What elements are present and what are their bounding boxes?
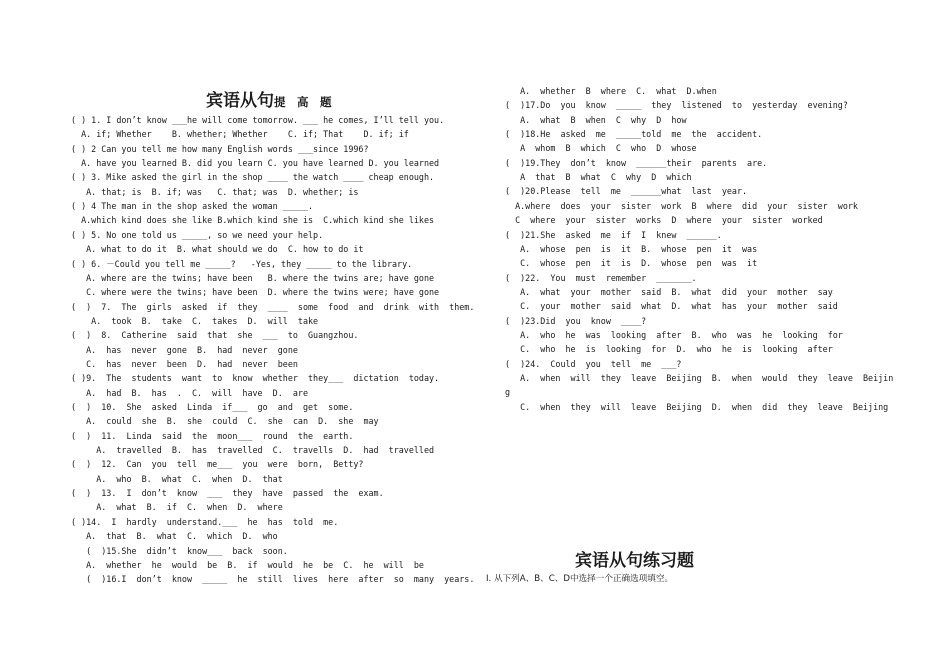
question-line: A. that; is B. if; was C. that; was D. whether; is (71, 186, 359, 197)
question-line: ( )22. You must remember _______. (505, 272, 697, 283)
question-line: ( )9. The students want to know whether they___ dictation today. (71, 373, 440, 384)
question-line: ( ) 11. Linda said the moon___ round the earth. (71, 430, 354, 441)
question-line: A. had B. has . C. will have D. are (71, 387, 308, 398)
question-line: A.which kind does she like B.which kind she is C.which kind she likes (71, 215, 435, 226)
question-line: A. where are the twins; have been B. where the twins are; have gone (71, 272, 435, 283)
question-line: A whom B which C who D whose (505, 143, 697, 154)
question-line: C. whose pen it is D. whose pen was it (505, 258, 758, 269)
question-line: ( ) 7. The girls asked if they ____ some food and drink with them. (71, 301, 475, 312)
question-line: A. could she B. she could C. she can D. she may (71, 416, 379, 427)
question-line: ( )15.She didn’t know___ back soon. (71, 545, 288, 556)
question-line: ( ) 5. No one told us _____, so we need your help. (71, 229, 324, 240)
question-line: ( ) 8. Catherine said that she ___ to Guangzhou. (71, 330, 359, 341)
question-line: C. when they will leave Beijing D. when did they leave Beijing (505, 401, 889, 412)
question-line: ( )23.Did you know ____? (505, 315, 647, 326)
question-line: A. have you learned B. did you learn C. you have learned D. you learned (71, 158, 440, 169)
question-line: A. has never gone B. had never gone (71, 344, 298, 355)
question-line: ( ) 2 Can you tell me how many English words ___since 1996? (71, 143, 369, 154)
question-line: A. what B when C why D how (505, 114, 687, 125)
question-line: ( )17.Do you know _____ they listened to yesterday evening? (505, 100, 848, 111)
question-line: ( ) 1. I don’t know ___he will come tomorrow. ___ he comes, I’ll tell you. (71, 115, 445, 125)
page-title-practice: 宾语从句练习题 (575, 551, 694, 571)
question-line: A. whether B where C. what D.when (505, 86, 717, 96)
question-line: A. what your mother said B. what did your mother say (505, 286, 833, 297)
instruction-text: I. 从下列A、B、C、D中选择一个正确选项填空。 (486, 574, 674, 584)
question-line: ( )21.She asked me if I knew ______. (505, 229, 722, 240)
question-line: A. took B. take C. takes D. will take (71, 315, 319, 326)
question-line: A. whether he would be B. if would he be C. he will be (71, 559, 424, 570)
question-line: A. what B. if C. when D. where (71, 502, 283, 513)
question-line: A that B what C why D which (505, 172, 692, 183)
question-line: ( ) 3. Mike asked the girl in the shop ____ the watch ____ cheap enough. (71, 172, 435, 183)
question-line: C. who he is looking for D. who he is looking after (505, 344, 833, 355)
question-line: A. that B. what C. which D. who (71, 531, 278, 542)
question-line: A. what to do it B. what should we do C. how to do it (71, 244, 364, 255)
question-line: ( ) 6. －Could you tell me _____? -Yes, they _____ to the library. (71, 258, 413, 269)
question-line: ( )19.They don’t know ______their parents are. (505, 157, 768, 168)
question-line: g (505, 387, 511, 398)
question-line: C. your mother said what D. what has your mother said (505, 301, 838, 312)
title-main: 宾语从句 (206, 91, 274, 111)
question-line: A.where does your sister work B where did your sister work (505, 200, 858, 211)
question-line: ( )24. Could you tell me ___? (505, 358, 682, 369)
question-line: A. whose pen is it B. whose pen it was (505, 243, 758, 254)
page-title-advanced (206, 86, 332, 111)
question-line: ( ) 10. She asked Linda if___ go and get some. (71, 402, 354, 412)
question-line: A. if; Whether B. whether; Whether C. if; That D. if; if (71, 129, 409, 140)
question-line: ( ) 12. Can you tell me___ you were born, Betty? (71, 459, 364, 470)
question-line: ( ) 13. I don’t know ___ they have passed the exam. (71, 488, 384, 499)
question-line: ( )16.I don’t know _____ he still lives here after so many years. (71, 574, 475, 585)
question-line: A. travelled B. has travelled C. travells D. had travelled (71, 445, 435, 456)
title-tail: 提 高 题 (274, 95, 332, 109)
question-line: C where your sister works D where your sister worked (505, 215, 823, 226)
question-line: ( )14. I hardly understand.___ he has told me. (71, 516, 339, 527)
question-line: ( )18.He asked me _____told me the accident. (505, 129, 763, 140)
question-line: C. where were the twins; have been D. where the twins were; have gone (71, 287, 440, 298)
question-line: C. has never been D. had never been (71, 358, 298, 369)
question-line: A. who B. what C. when D. that (71, 473, 283, 484)
question-line: ( )20.Please tell me ______what last year. (505, 186, 748, 197)
question-line: A. when will they leave Beijing B. when would they leave Beijin (505, 373, 894, 383)
question-line: A. who he was looking after B. who was he looking for (505, 329, 843, 340)
question-line: ( ) 4 The man in the shop asked the woman _____. (71, 201, 314, 212)
